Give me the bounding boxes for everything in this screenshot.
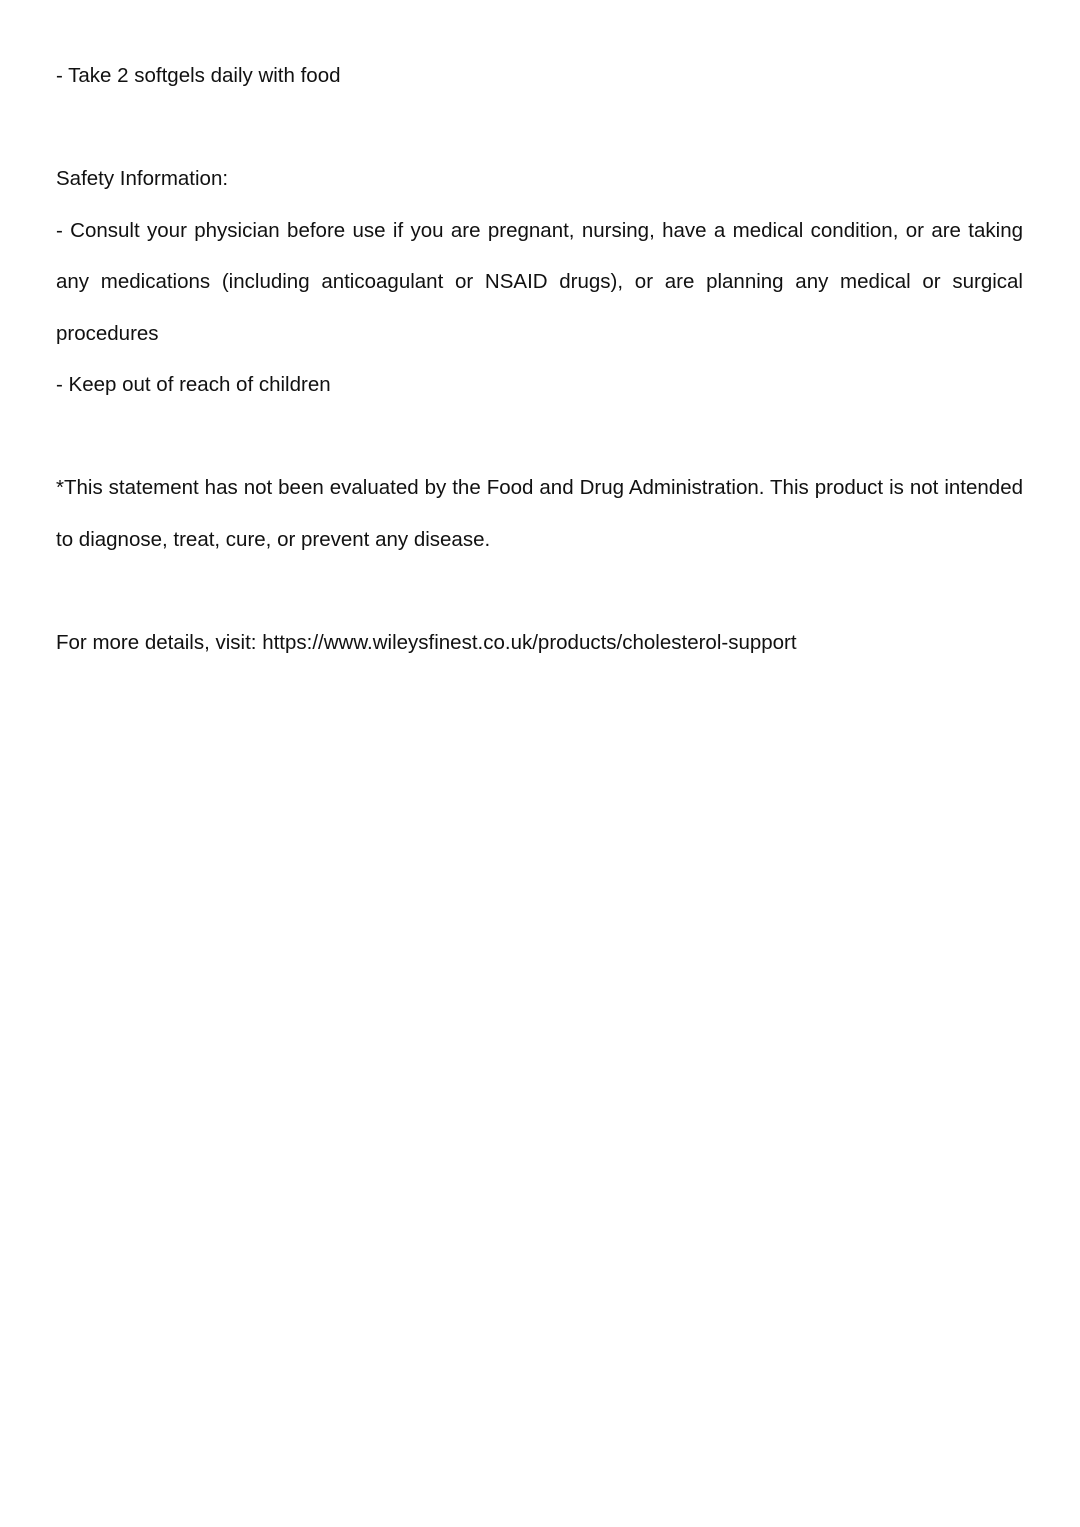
more-details-line	[56, 617, 1023, 669]
spacer	[56, 565, 1023, 617]
safety-heading: Safety Information:	[56, 167, 229, 190]
more-details-prefix: For more details, visit:	[56, 630, 263, 654]
safety-item-keep-away-children: - Keep out of reach of children	[56, 373, 331, 396]
spacer	[56, 411, 1023, 463]
safety-item-consult-physician: - Consult your physician before use if you are pregnant, nursing, have a medical condition, or are taking any medications (including anticoagulant or NSAID drugs), or are planning any medical or surgical procedures	[56, 218, 1023, 345]
fda-disclaimer: *This statement has not been evaluated by the Food and Drug Administration. This product is not intended to diagnose, treat, cure, or prevent any disease.	[56, 476, 1023, 551]
usage-instruction: - Take 2 softgels daily with food	[56, 64, 341, 87]
spacer	[56, 102, 1023, 154]
product-url-link[interactable]: https://www.wileysfinest.co.uk/products/cholesterol-support	[262, 630, 797, 654]
document-page	[56, 50, 1023, 668]
